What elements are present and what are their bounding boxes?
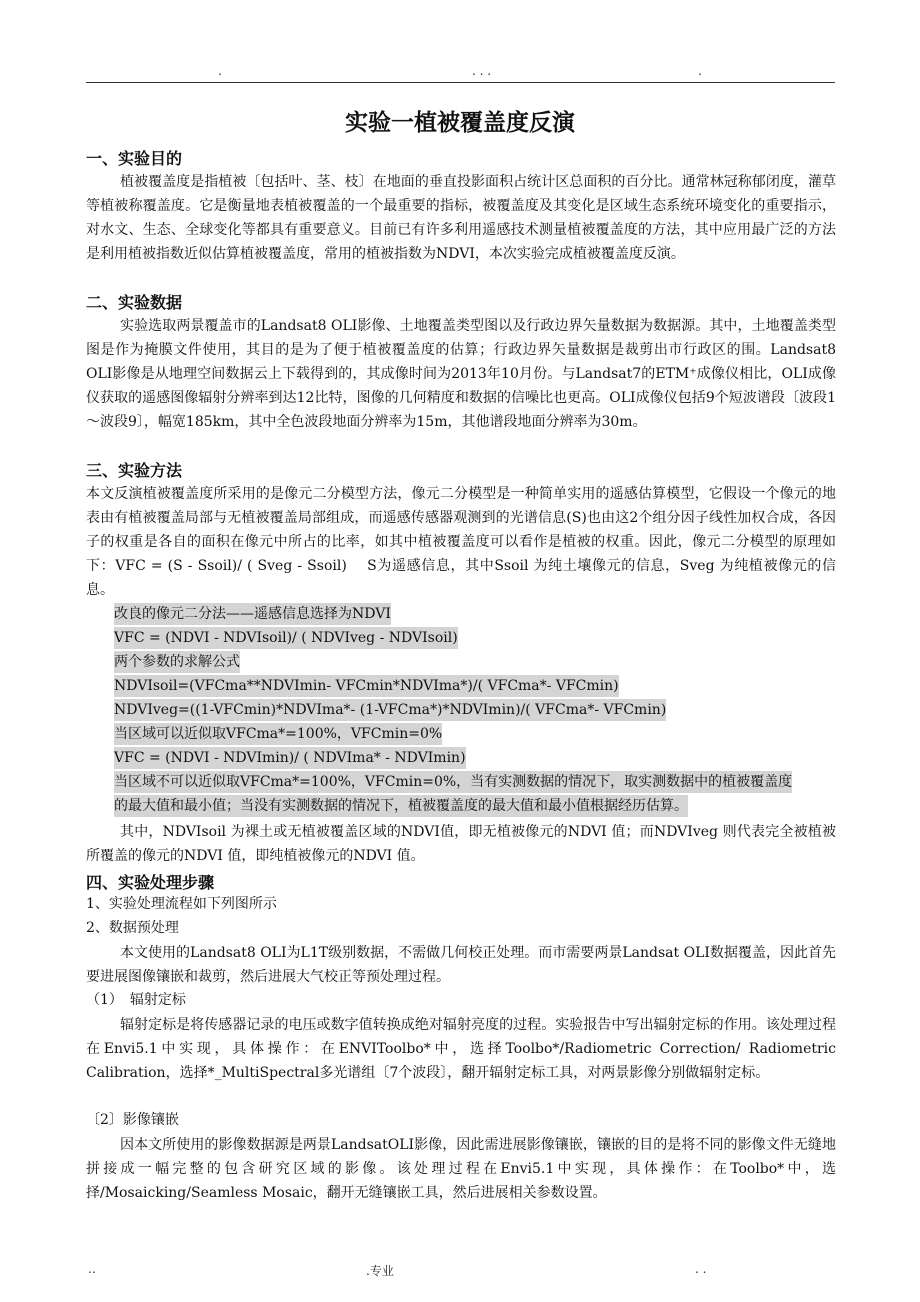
section-3-paragraph: 本文反演植被覆盖度所采用的是像元二分模型方法，像元二分模型是一种简单实用的遥感估算模型，它假设一个像元的地表由有植被覆盖局部与无植被覆盖局部组成，而遥感传感器观测到的光谱信息(S)也由这2个组分因子线性加权合成，各因子的权重是各自的面积在像元中所占的比率，如其中植被覆盖度可以看作是植被的权重。因此，像元二分模型的原理如下：VFC = (S - Ssoil)/ ( Sveg - Ssoil) S为遥感信息，其中Ssoil 为纯土壤像元的信息，Sveg 为纯植被像元的信息。 [86,486,836,598]
header-dot-right: . [698,64,702,78]
highlight-line: NDVIveg=((1-VFCmin)*NDVIma*- (1-VFCma*)*NDVImin)/( VFCma*- VFCmin) [114,699,666,721]
preprocess-paragraph: 本文使用的Landsat8 OLI为L1T级别数据，不需做几何校正处理。而市需要两景Landsat OLI数据覆盖，因此首先要进展图像镶嵌和裁剪，然后进展大气校正等预处理过程。 [86,945,836,985]
footer-label: .专业 [366,1264,394,1278]
radiometric-calibration-paragraph: 辐射定标是将传感器记录的电压或数字值转换成绝对辐射亮度的过程。实验报告中写出辐射定标的作用。该处理过程在Envi5.1中实现，具体操作：在ENVIToolbo*中，选择Toolbo*/Radiometric Correction/ Radiometric Calibration，选择*_MultiSpectral多光谱组〔7个波段〕，翻开辐射定标工具，对两景影像分别做辐射定标。 [86,1017,836,1081]
highlight-line: 当区域可以近似取VFCma*=100%，VFCmin=0% [114,723,442,745]
highlight-line: NDVIsoil=(VFCma**NDVImin- VFCmin*NDVIma*)/( VFCma*- VFCmin) [114,675,619,697]
section-4-heading: 四、实验处理步骤 [86,873,215,892]
mosaic-paragraph: 因本文所使用的影像数据源是两景LandsatOLI影像，因此需进展影像镶嵌，镶嵌的目的是将不同的影像文件无缝地拼接成一幅完整的包含研究区域的影像。该处理过程在Envi5.1中实现，具体操作：在Toolbo*中，选择/Mosaicking/Seamless Mosaic，翻开无缝镶嵌工具，然后进展相关参数设置。 [86,1137,836,1201]
highlight-line: VFC = (NDVI - NDVIsoil)/ ( NDVIveg - NDVIsoil) [114,627,458,649]
section-1-heading: 一、实验目的 [86,149,183,168]
header-rule [86,82,835,83]
step-2-label: 2、数据预处理 [86,920,179,936]
subheading-mosaic: 〔2〕影像镶嵌 [86,1112,179,1128]
section-2-heading: 二、实验数据 [86,293,183,312]
subheading-radiometric-calibration: （1） 辐射定标 [86,992,186,1008]
highlight-line: 当区域不可以近似取VFCma*=100%，VFCmin=0%，当有实测数据的情况下，取实测数据中的植被覆盖度 [114,771,792,793]
footer-dot-left: .. [88,1262,96,1276]
step-1-label: 1、实验处理流程如下列图所示 [86,896,277,912]
footer-dot-right: . . [695,1262,707,1276]
section-3-paragraph-2: 其中，NDVIsoil 为裸土或无植被覆盖区域的NDVI值，即无植被像元的NDVI 值；而NDVIveg 则代表完全被植被所覆盖的像元的NDVI 值，即纯植被像元的NDVI 值。 [86,824,836,864]
document-title: 实验一植被覆盖度反演 [345,110,575,136]
header-dot-left: . [218,64,222,78]
section-3-heading: 三、实验方法 [86,461,183,480]
highlight-line: 两个参数的求解公式 [114,651,240,673]
highlight-line: VFC = (NDVI - NDVImin)/ ( NDVIma* - NDVImin) [114,747,466,769]
highlight-line: 改良的像元二分法——遥感信息选择为NDVI [114,603,391,625]
header-dot-center: . . . [472,64,492,78]
section-1-paragraph: 植被覆盖度是指植被〔包括叶、茎、枝〕在地面的垂直投影面积占统计区总面积的百分比。通常林冠称郁闭度，灌草等植被称覆盖度。它是衡量地表植被覆盖的一个最重要的指标，被覆盖度及其变化是区域生态系统环境变化的重要指示，对水文、生态、全球变化等都具有重要意义。目前已有许多利用遥感技术测量植被覆盖度的方法，其中应用最广泛的方法是利用植被指数近似估算植被覆盖度，常用的植被指数为NDVI，本次实验完成植被覆盖度反演。 [86,174,836,262]
section-2-paragraph: 实验选取两景覆盖市的Landsat8 OLI影像、土地覆盖类型图以及行政边界矢量数据为数据源。其中，土地覆盖类型图是作为掩膜文件使用，其目的是为了便于植被覆盖度的估算；行政边界矢量数据是裁剪出市行政区的围。Landsat8 OLI影像是从地理空间数据云上下载得到的，其成像时间为2013年10月份。与Landsat7的ETM⁺成像仪相比，OLI成像仪获取的遥感图像辐射分辨率到达12比特，图像的几何精度和数据的信噪比也更高。OLI成像仪包括9个短波谱段〔波段1～波段9〕，幅宽185km，其中全色波段地面分辨率为15m，其他谱段地面分辨率为30m。 [86,318,836,430]
highlight-line: 的最大值和最小值；当没有实测数据的情况下，植被覆盖度的最大值和最小值根据经历估算。 [114,795,688,817]
